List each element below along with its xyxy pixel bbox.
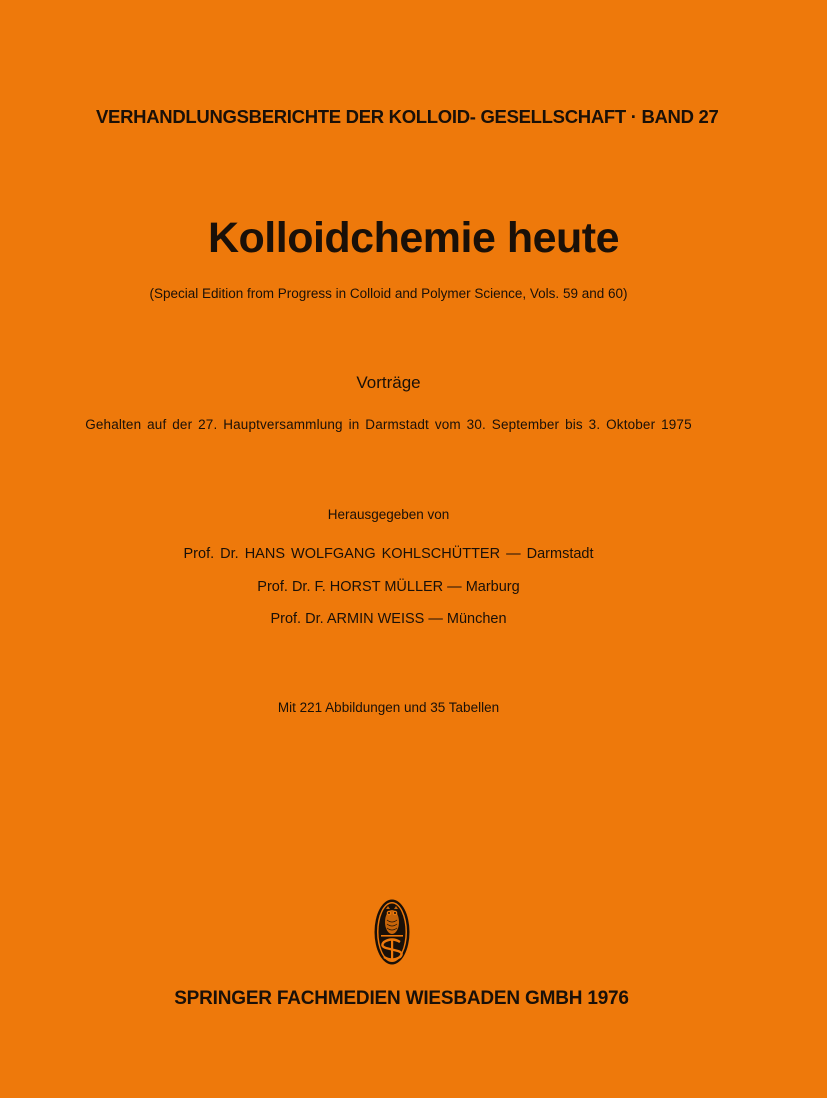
springer-owl-logo-icon — [373, 898, 411, 966]
section-label: Vorträge — [356, 373, 421, 392]
editors-label: Herausgegeben von — [327, 507, 450, 522]
book-subtitle: (Special Edition from Progress in Colloid and Polymer Science, Vols. 59 and 60) — [149, 286, 628, 301]
occasion-text: Gehalten auf der 27. Hauptversammlung in Darmstadt vom 30. September bis 3. Oktober 1975 — [85, 417, 692, 432]
series-title: VERHANDLUNGSBERICHTE DER KOLLOID- GESELLSCHAFT · BAND 27 — [96, 106, 719, 127]
editor-item: Prof. Dr. ARMIN WEISS — München — [270, 611, 507, 627]
editor-item: Prof. Dr. F. HORST MÜLLER — Marburg — [257, 579, 520, 595]
publisher-imprint: SPRINGER FACHMEDIEN WIESBADEN GMBH 1976 — [174, 988, 629, 1009]
illustrations-note: Mit 221 Abbildungen und 35 Tabellen — [277, 700, 500, 715]
book-title: Kolloidchemie heute — [207, 214, 619, 262]
editor-item: Prof. Dr. HANS WOLFGANG KOHLSCHÜTTER — Darmstadt — [183, 546, 594, 562]
